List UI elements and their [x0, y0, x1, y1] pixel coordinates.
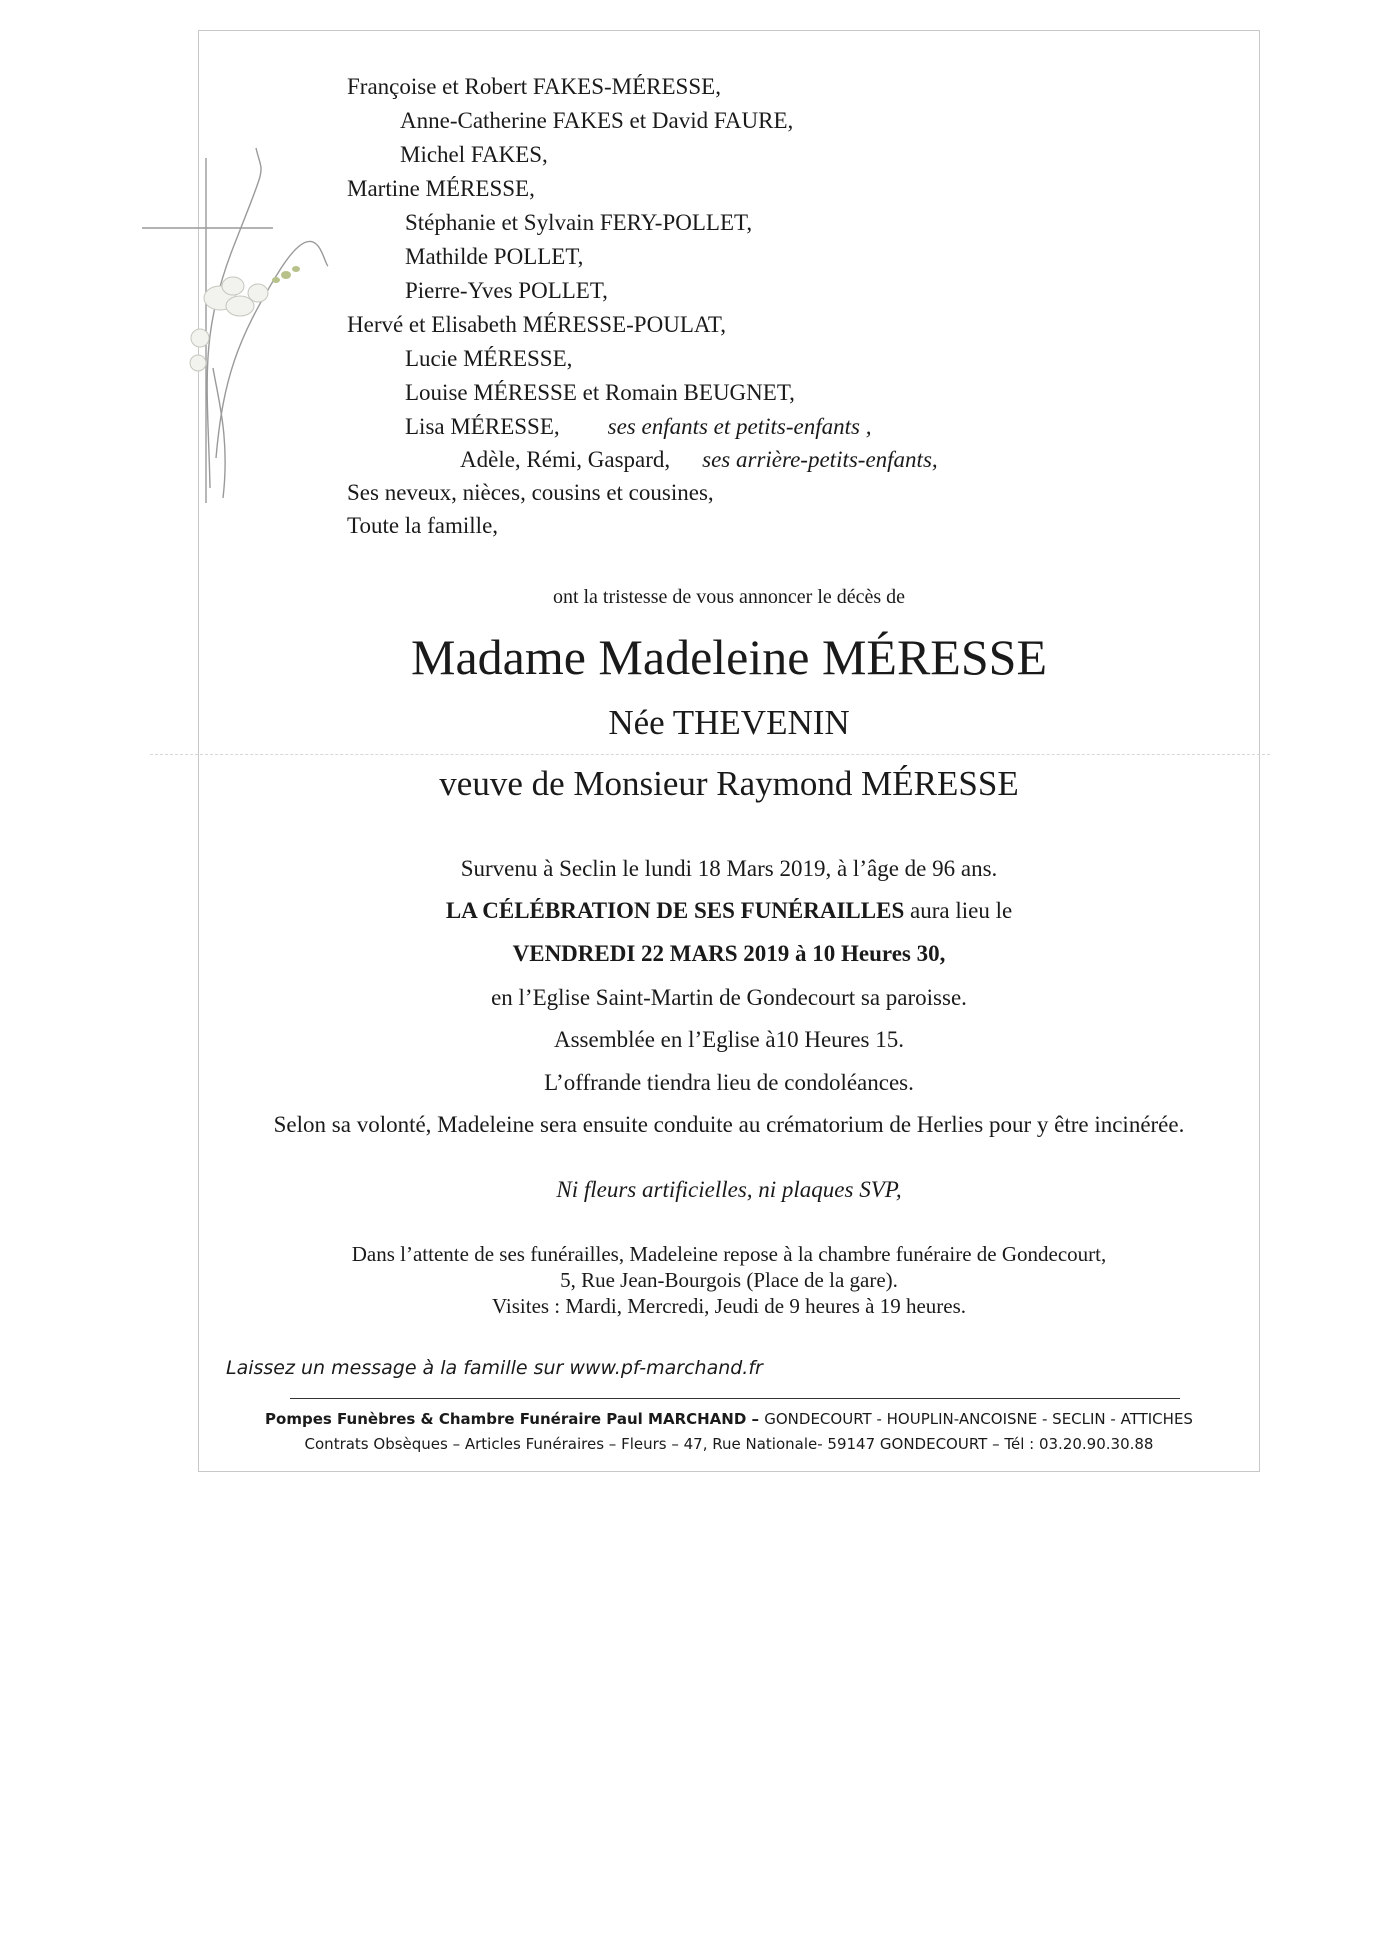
family-line: Lucie MÉRESSE, — [405, 346, 573, 371]
offering-info: L’offrande tiendra lieu de condoléances. — [544, 1070, 914, 1095]
visiting-hours: Visites : Mardi, Mercredi, Jeudi de 9 heures à 19 heures. — [491, 1294, 967, 1318]
maiden-name: Née THEVENIN — [608, 703, 850, 742]
family-line: Hervé et Elisabeth MÉRESSE-POULAT, — [347, 312, 727, 337]
celebration-line: LA CÉLÉBRATION DE SES FUNÉRAILLES aura lieu le — [445, 898, 1013, 923]
family-line: Michel FAKES, — [400, 142, 548, 167]
family-line: Martine MÉRESSE, — [347, 176, 535, 201]
footer-divider — [290, 1398, 1180, 1399]
family-line: Pierre-Yves POLLET, — [405, 278, 608, 303]
relation-note: ses arrière-petits-enfants, — [702, 447, 938, 472]
church-info: en l’Eglise Saint-Martin de Gondecourt sa paroisse. — [491, 985, 967, 1010]
family-line: Toute la famille, — [347, 513, 499, 538]
services-line: Contrats Obsèques – Articles Funéraires – Fleurs – 47, Rue Nationale- 59147 GONDECOURT – Tél : 03.20.90.30.88 — [304, 1435, 1154, 1453]
cross-orchid-icon — [138, 138, 338, 508]
company-locations: GONDECOURT - HOUPLIN-ANCOISNE - SECLIN - ATTICHES — [764, 1410, 1193, 1428]
family-line: Ses neveux, nièces, cousins et cousines, — [347, 480, 714, 505]
family-line: Anne-Catherine FAKES et David FAURE, — [400, 108, 794, 133]
family-line: Adèle, Rémi, Gaspard, ses arrière-petits-enfants, — [460, 447, 938, 472]
widow-of: veuve de Monsieur Raymond MÉRESSE — [439, 764, 1019, 803]
cremation-info: Selon sa volonté, Madeleine sera ensuite conduite au crématorium de Herlies pour y être incinérée. — [273, 1112, 1185, 1137]
funeral-date: VENDREDI 22 MARS 2019 à 10 Heures 30, — [512, 941, 946, 966]
family-line: Mathilde POLLET, — [405, 244, 584, 269]
company-line — [198, 1410, 1260, 1428]
fold-line — [150, 754, 1270, 755]
company-name: Pompes Funèbres & Chambre Funéraire Paul MARCHAND – — [265, 1410, 765, 1428]
flowers-note: Ni fleurs artificielles, ni plaques SVP, — [556, 1177, 902, 1202]
relation-note: ses enfants et petits-enfants , — [607, 414, 872, 439]
announcement-intro: ont la tristesse de vous annoncer le décès de — [552, 586, 906, 608]
resting-address: 5, Rue Jean-Bourgois (Place de la gare). — [560, 1268, 898, 1292]
deceased-name: Madame Madeleine MÉRESSE — [411, 629, 1047, 685]
resting-info: Dans l’attente de ses funérailles, Madeleine repose à la chambre funéraire de Gondecourt, — [351, 1242, 1107, 1266]
family-line: Louise MÉRESSE et Romain BEUGNET, — [405, 380, 795, 405]
assembly-info: Assemblée en l’Eglise à10 Heures 15. — [553, 1027, 904, 1052]
family-line: Stéphanie et Sylvain FERY-POLLET, — [405, 210, 753, 235]
death-info: Survenu à Seclin le lundi 18 Mars 2019, à l’âge de 96 ans. — [460, 856, 998, 881]
online-message: Laissez un message à la famille sur www.pf-marchand.fr — [226, 1357, 763, 1379]
family-line: Lisa MÉRESSE, ses enfants et petits-enfants , — [405, 414, 872, 439]
family-line: Françoise et Robert FAKES-MÉRESSE, — [347, 74, 721, 99]
celebration-title: LA CÉLÉBRATION DE SES FUNÉRAILLES — [445, 898, 905, 923]
